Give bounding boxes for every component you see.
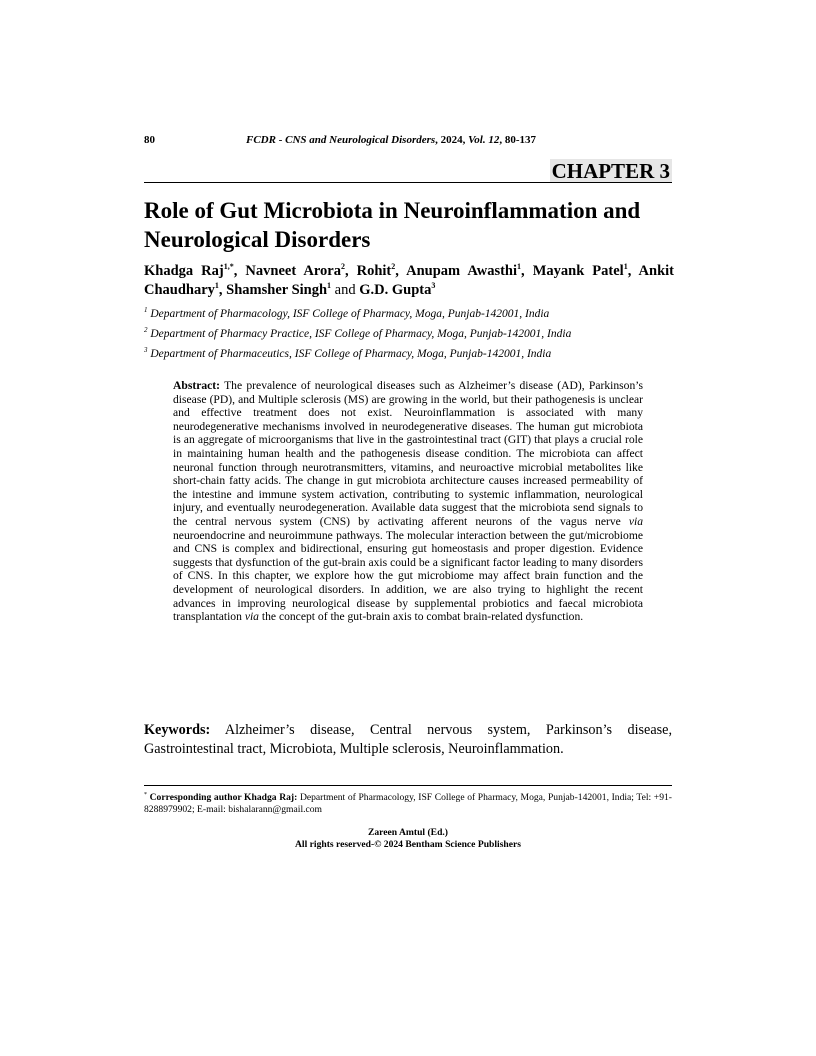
author-name: Rohit	[356, 263, 392, 279]
abstract-text: neuroendocrine and neuroimmune pathways. The molecular interaction between the gut/microbiome and CNS is complex and bidirectional, ensuring gut homeostasis and proper digestion. Evidence suggests that dysfunction of the gut-brain axis could be a significant factor leading to many disorders of CNS. In this chapter, we explore how the gut microbiome may affect brain function and the development of neurological disorders. In addition, we are also trying to highlight the recent advances in improving neurological disease by supplemental probiotics and faecal microbiota transplantation	[173, 528, 643, 624]
chapter-rule	[144, 182, 672, 183]
author-affiliation-mark: 2	[340, 262, 345, 272]
volume-prefix: Vol.	[468, 134, 486, 146]
abstract-text: The prevalence of neurological diseases such as Alzheimer’s disease (AD), Parkinson’s disease (PD), and Multiple sclerosis (MS) are growing in the world, but their pathogenesis is unclear and effective treatment does not exist. Neuroinflammation is associated with many neurodegenerative mechanisms involved in neurodegenerative diseases. The human gut microbiota is an aggregate of microorganisms that live in the gastrointestinal tract (GIT) that plays a crucial role in maintaining human health and the pathogenesis disease condition. The microbiota can affect neuronal function through neurotransmitters, vitamins, and neuroactive microbial metabolites like short-chain fatty acids. The change in gut microbiota architecture causes increased permeability of the intestine and immune system activation, contributing to systemic inflammation, neurological injury, and eventually neurodegeneration. Available data suggest that the microbiota send signals to the central nervous system (CNS) by activating afferent neurons of the vagus nerve	[173, 379, 643, 528]
footnote-rule	[144, 785, 672, 786]
author-affiliation-mark: 3	[431, 281, 436, 291]
author-name: Shamsher Singh	[226, 282, 328, 298]
affiliation-text: Department of Pharmaceutics, ISF College of Pharmacy, Moga, Punjab-142001, India	[150, 348, 552, 360]
affiliation-list	[144, 304, 684, 364]
keywords-text: Alzheimer’s disease, Central nervous system, Parkinson’s disease, Gastrointestinal tract, Microbiota, Multiple sclerosis, Neuroinflammation.	[144, 722, 672, 757]
affiliation-text: Department of Pharmacy Practice, ISF College of Pharmacy, Moga, Punjab-142001, India	[150, 328, 572, 340]
journal-citation: FCDR - CNS and Neurological Disorders, 2024, Vol. 12, 80-137	[246, 134, 537, 146]
author-affiliation-mark: 1	[327, 281, 332, 291]
journal-year: 2024	[440, 134, 463, 146]
author-name: Khadga Raj	[144, 263, 224, 279]
affiliation-item	[144, 324, 684, 344]
keywords-label: Keywords:	[144, 722, 211, 738]
affiliation-mark: 2	[144, 326, 148, 335]
affiliation-item	[144, 304, 684, 324]
abstract-italic-term: via	[628, 514, 643, 528]
volume-number: 12	[488, 134, 500, 146]
author-name: G.D. Gupta	[359, 282, 432, 298]
author-name: Ankit Chaudhary	[144, 263, 675, 298]
editor-name: Zareen Amtul (Ed.)	[367, 827, 449, 838]
footnote-label: Corresponding author Khadga Raj:	[149, 792, 298, 803]
corresponding-author-footnote	[144, 792, 672, 816]
affiliation-mark: 3	[144, 346, 148, 355]
footnote-mark: *	[144, 791, 147, 798]
author-affiliation-mark: 1	[517, 262, 522, 272]
author-name: Navneet Arora	[245, 263, 341, 279]
affiliation-text: Department of Pharmacology, ISF College of Pharmacy, Moga, Punjab-142001, India	[150, 308, 550, 320]
copyright-line: All rights reserved-© 2024 Bentham Science Publishers	[294, 839, 522, 850]
abstract-text: the concept of the gut-brain axis to combat brain-related dysfunction.	[258, 610, 584, 624]
author-affiliation-mark: 2	[391, 262, 396, 272]
abstract-italic-term: via	[244, 610, 259, 624]
affiliation-mark: 1	[144, 306, 148, 315]
author-affiliation-mark: 1	[623, 262, 628, 272]
page-range: 80-137	[504, 134, 537, 146]
journal-name: FCDR - CNS and Neurological Disorders	[246, 134, 436, 146]
author-list: Khadga Raj$^{1,*}$, Navneet Arora$^2$, Rohit$^2$, Anupam Awasthi$^1$, Mayank Patel$^1$, Ankit Chaudhary$^1$, Shamsher Singh$^1$ and G.D. Gupta$^3$	[144, 262, 675, 298]
abstract-label: Abstract:	[173, 379, 221, 392]
author-affiliation-mark: 1,*	[223, 262, 234, 272]
abstract	[173, 379, 643, 624]
author-name: Mayank Patel	[532, 263, 624, 279]
author-name: Anupam Awasthi	[406, 263, 518, 279]
chapter-label: CHAPTER 3	[551, 159, 670, 183]
page-number: 80	[144, 134, 155, 146]
author-affiliation-mark: 1	[214, 281, 219, 291]
author-conjunction: and	[334, 282, 356, 298]
publisher-block	[144, 827, 672, 851]
keywords	[144, 721, 672, 759]
chapter-title: Role of Gut Microbiota in Neuroinflammation and Neurological Disorders	[144, 198, 641, 252]
footnote-text: Department of Pharmacology, ISF College of Pharmacy, Moga, Punjab-142001, India; Tel: +91-8288979902; E-mail: bishalarann@gmail.com	[144, 792, 672, 815]
affiliation-item	[144, 344, 684, 364]
